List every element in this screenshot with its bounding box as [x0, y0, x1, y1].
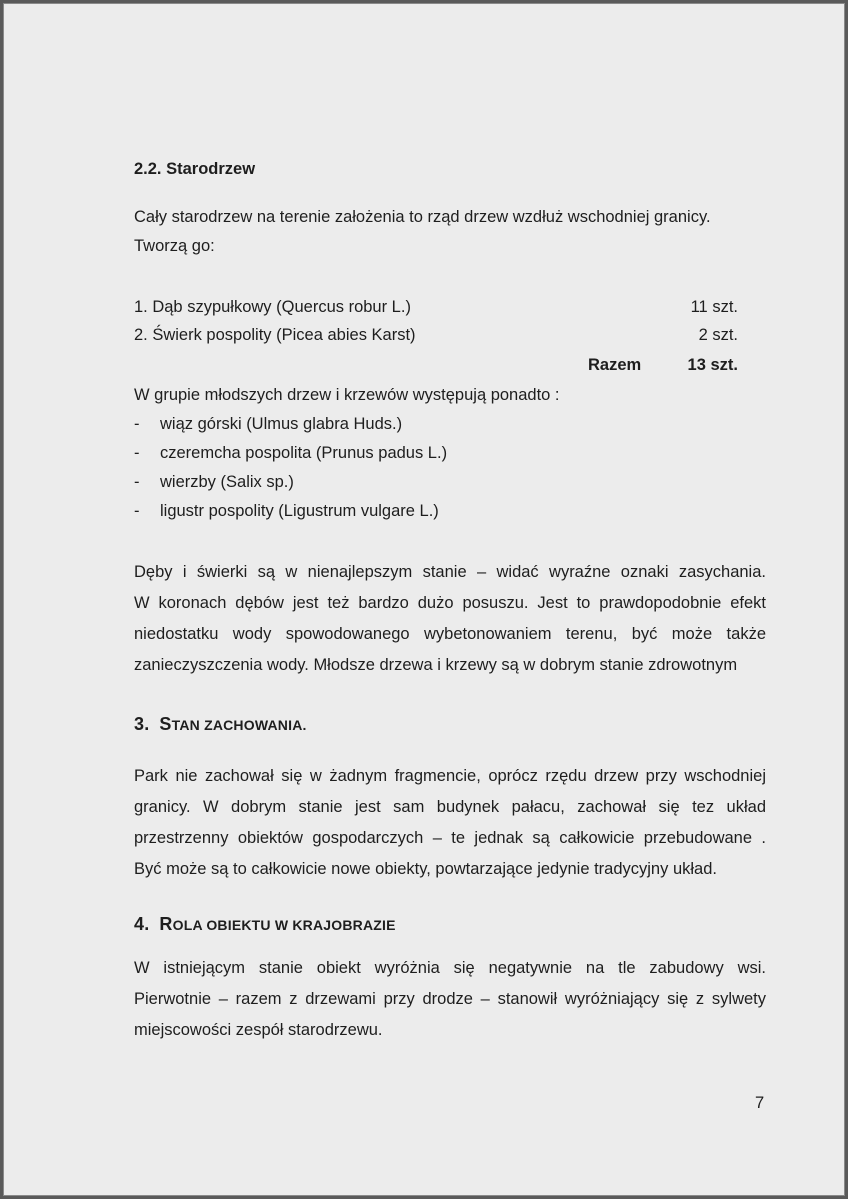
- total-qty: 13 szt.: [687, 356, 738, 374]
- bullet-dash: -: [134, 444, 140, 462]
- paragraph-line: miejscowości zespół starodrzewu.: [134, 1021, 383, 1039]
- paragraph-line: Dęby i świerki są w nienajlepszym stanie – widać wyraźne oznaki zasychania.: [134, 563, 766, 581]
- list-item: [134, 410, 402, 439]
- paragraph-line: W istniejącym stanie obiekt wyróżnia się negatywnie na tle zabudowy wsi.: [134, 959, 766, 977]
- section-title-cap: R: [159, 914, 173, 934]
- bullet-dash: -: [134, 415, 140, 433]
- paragraph-line: W koronach dębów jest też bardzo dużo posuszu. Jest to prawdopodobnie efekt: [134, 594, 766, 612]
- list-item: [134, 439, 447, 468]
- paragraph-line: granicy. W dobrym stanie jest sam budynek pałacu, zachował się tez układ: [134, 798, 766, 816]
- page-number: 7: [755, 1094, 765, 1112]
- section-title-rest-2: KRAJOBRAZIE: [292, 917, 396, 933]
- section-heading-4: [134, 914, 396, 935]
- section-title-cap: S: [159, 714, 172, 734]
- paragraph-line: niedostatku wody spowodowanego wybetonowaniem terenu, być może także: [134, 625, 766, 643]
- paragraph-landscape: [134, 953, 766, 1046]
- list-item: [134, 497, 439, 526]
- section-title-rest: TAN ZACHOWANIA.: [171, 717, 307, 733]
- paragraph-line: Być może są to całkowicie nowe obiekty, powtarzające jedynie tradycyjny układ.: [134, 860, 717, 878]
- paragraph-line: zanieczyszczenia wody. Młodsze drzewa i krzewy są w dobrym stanie zdrowotnym: [134, 656, 738, 674]
- tree-item-spruce: 2. Świerk pospolity (Picea abies Karst): [134, 326, 416, 344]
- total-label: Razem: [588, 356, 642, 374]
- intro-line-1: Cały starodrzew na terenie założenia to rząd drzew wzdłuż wschodniej granicy.: [134, 208, 711, 226]
- section-number: 3.: [134, 714, 150, 734]
- section-number: 4.: [134, 914, 150, 934]
- list-item-text: ligustr pospolity (Ligustrum vulgare L.): [160, 502, 439, 520]
- section-heading-3: [134, 714, 307, 735]
- paragraph-condition: [134, 557, 766, 681]
- paragraph-line: Park nie zachował się w żadnym fragmencie, oprócz rzędu drzew przy wschodniej: [134, 767, 766, 785]
- paragraph-preservation: [134, 761, 766, 885]
- list-item-text: wiąz górski (Ulmus glabra Huds.): [160, 415, 403, 433]
- bullet-dash: -: [134, 473, 140, 491]
- paragraph-line: Pierwotnie – razem z drzewami przy drodze – stanowił wyróżniający się z sylwety: [134, 990, 766, 1008]
- list-item: [134, 468, 294, 497]
- paragraph-line: przestrzenny obiektów gospodarczych – te jednak są całkowicie przebudowane .: [134, 829, 766, 847]
- list-item-text: czeremcha pospolita (Prunus padus L.): [160, 444, 448, 462]
- young-intro: W grupie młodszych drzew i krzewów występują ponadto :: [134, 386, 560, 404]
- section-title-rest: OLA OBIEKTU W: [172, 917, 293, 933]
- list-item-text: wierzby (Salix sp.): [160, 473, 294, 491]
- subsection-title: 2.2. Starodrzew: [134, 160, 256, 178]
- tree-item-oak-qty: 11 szt.: [690, 298, 738, 316]
- intro-line-2: Tworzą go:: [134, 237, 215, 255]
- tree-item-spruce-qty: 2 szt.: [698, 326, 738, 344]
- tree-item-oak: 1. Dąb szypułkowy (Quercus robur L.): [134, 298, 411, 316]
- bullet-dash: -: [134, 502, 140, 520]
